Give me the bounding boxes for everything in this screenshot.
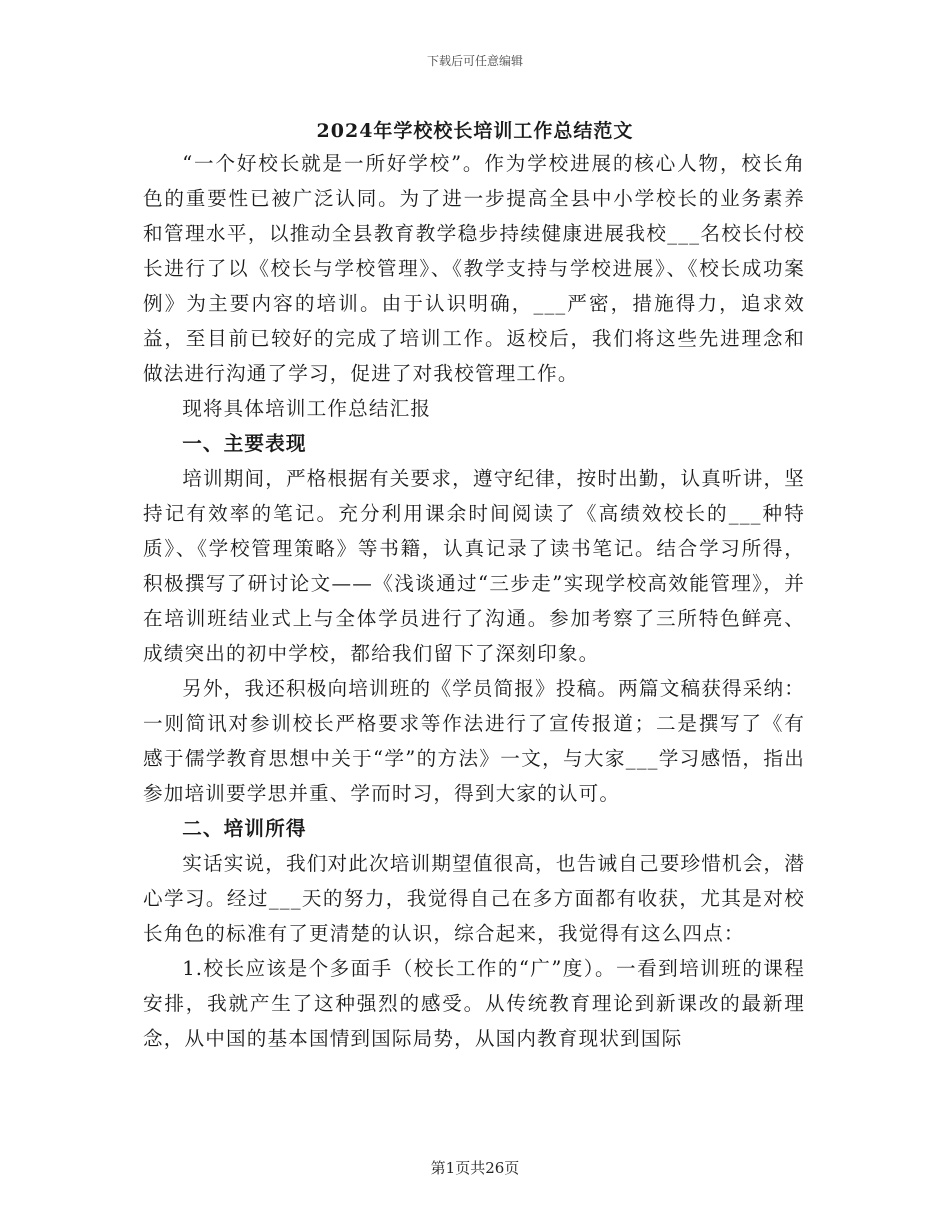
- section-heading-main-performance: 一、主要表现: [182, 432, 307, 455]
- paragraph-intro: “一个好校长就是一所好学校”。作为学校进展的核心人物，校长角色的重要性已被广泛认同。为了进一步提高全县中小学校长的业务素养和管理水平，以推动全县教育教学稳步持续健康进展我校___名校长付校长进行了以《校长与学校管理》、《教学支持与学校进展》、《校长成功案例》为主要内容的培训。由于认识明确，___严密，措施得力，追求效益，至目前已较好的完成了培训工作。返校后，我们将这些先进理念和做法进行沟通了学习，促进了对我校管理工作。: [143, 152, 805, 385]
- page-header-note: 下载后可任意编辑: [426, 54, 523, 68]
- paragraph-submissions: 另外，我还积极向培训班的《学员简报》投稿。两篇文稿获得采纳：一则简讯对参训校长严格要求等作法进行了宣传报道；二是撰写了《有感于儒学教育思想中关于“学”的方法》一文，与大家___学习感悟，指出参加培训要学思并重、学而时习，得到大家的认可。: [143, 677, 805, 805]
- section-heading-training-gains: 二、培训所得: [182, 817, 307, 840]
- paragraph-expectations: 实话实说，我们对此次培训期望值很高，也告诫自己要珍惜机会，潜心学习。经过___天的努力，我觉得自己在多方面都有收获，尤其是对校长角色的标准有了更清楚的认识，综合起来，我觉得有这么四点：: [143, 852, 805, 945]
- page-footer-number: 第1页共26页: [430, 1159, 520, 1177]
- document-body: [143, 146, 805, 1056]
- paragraph-report-lead: 现将具体培训工作总结汇报: [182, 397, 432, 420]
- document-title: 2024年学校校长培训工作总结范文: [316, 120, 634, 142]
- paragraph-point-one: 1.校长应该是个多面手（校长工作的“广”度）。一看到培训班的课程安排，我就产生了这种强烈的感受。从传统教育理论到新课改的最新理念，从中国的基本国情到国际局势，从国内教育现状到国际: [143, 957, 805, 1050]
- paragraph-training-period: 培训期间，严格根据有关要求，遵守纪律，按时出勤，认真听讲，坚持记有效率的笔记。充分利用课余时间阅读了《高绩效校长的___种特质》、《学校管理策略》等书籍，认真记录了读书笔记。结合学习所得，积极撰写了研讨论文——《浅谈通过“三步走”实现学校高效能管理》，并在培训班结业式上与全体学员进行了沟通。参加考察了三所特色鲜亮、成绩突出的初中学校，都给我们留下了深刻印象。: [143, 467, 805, 665]
